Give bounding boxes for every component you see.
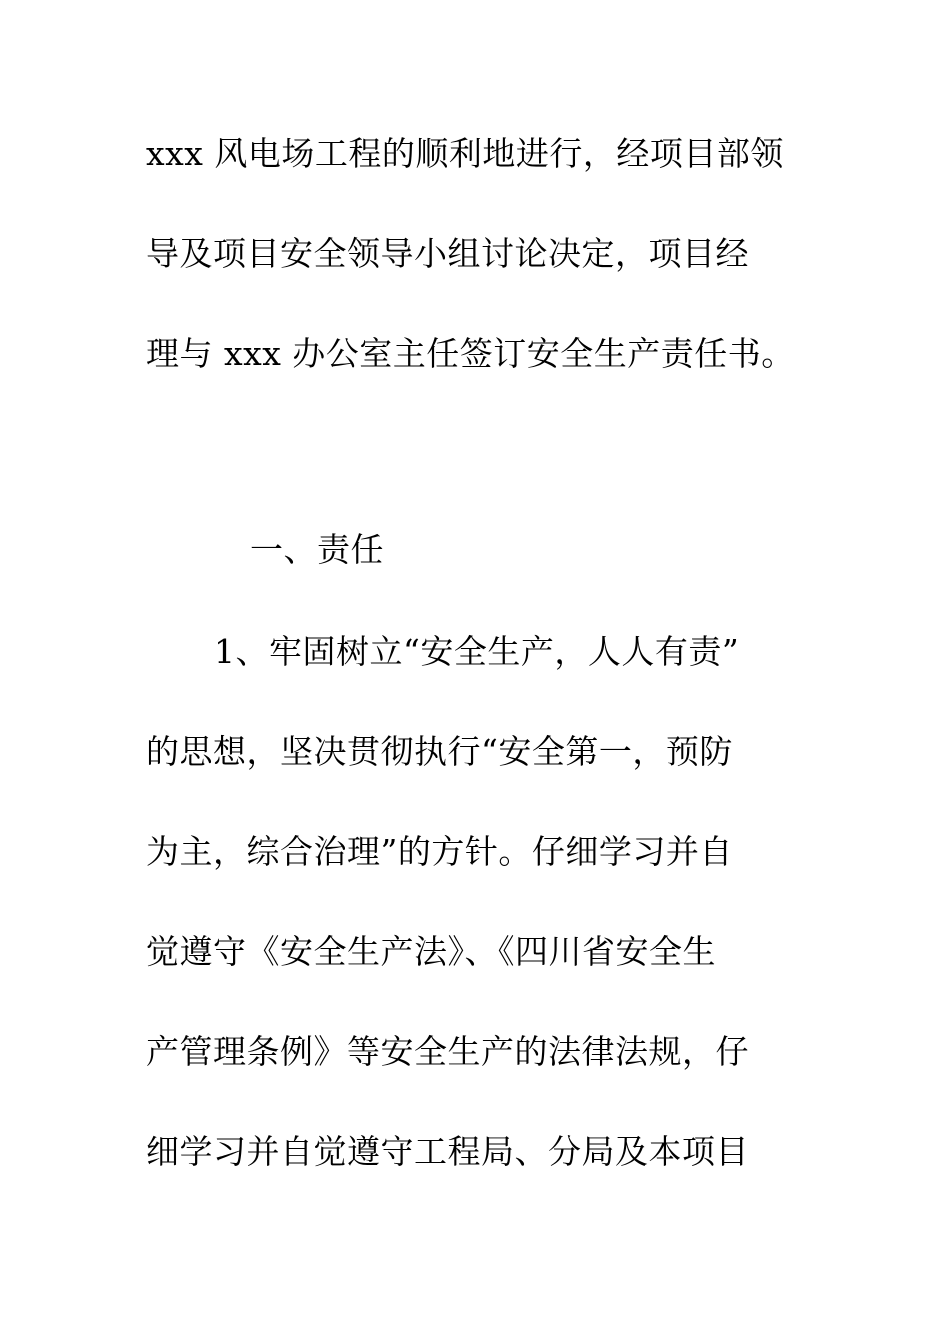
intro-line-3: 理与 xxx 办公室主任签订安全生产责任书。 — [146, 334, 795, 373]
item-1-line-3: 为主，综合治理”的方针。仔细学习并自 — [146, 832, 733, 871]
item-1-line-1: 1、牢固树立“安全生产，人人有责” — [214, 632, 740, 671]
item-1-line-6: 细学习并自觉遵守工程局、分局及本项目 — [146, 1132, 749, 1171]
item-1-line-5: 产管理条例》等安全生产的法律法规，仔 — [146, 1032, 749, 1071]
intro-line-1: xxx 风电场工程的顺利地进行，经项目部领 — [146, 134, 784, 173]
intro-line-2: 导及项目安全领导小组讨论决定，项目经 — [146, 234, 749, 273]
item-1-line-2: 的思想，坚决贯彻执行“安全第一，预防 — [146, 732, 733, 771]
section-heading: 一、责任 — [250, 530, 384, 569]
item-1-line-4: 觉遵守《安全生产法》、《四川省安全生 — [146, 932, 716, 971]
